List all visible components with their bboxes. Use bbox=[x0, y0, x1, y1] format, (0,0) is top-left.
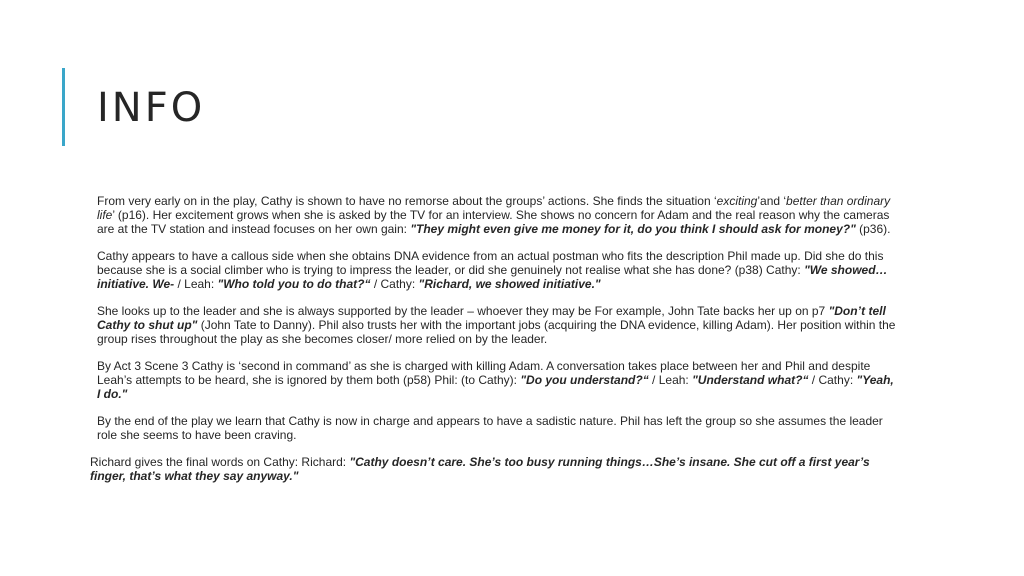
text-run: From very early on in the play, Cathy is shown to have no remorse about the groups’ actions. She finds the situation ‘ bbox=[97, 194, 717, 208]
text-run: / Cathy: bbox=[370, 277, 419, 291]
text-run: Cathy appears to have a callous side when she obtains DNA evidence from an actual postman who fits the description Phil made up. Did she do this because she is a social climber who is trying to impress the leader, or did she genuinely not realise what she has done? (p38) Cathy: bbox=[97, 249, 884, 277]
paragraph-5 bbox=[97, 414, 897, 442]
text-run: / Leah: bbox=[174, 277, 218, 291]
paragraph-1 bbox=[97, 194, 897, 236]
quote: "Cathy doesn’t care. She’s too busy running things…She’s insane. She cut off a first year’s finger, that’s what they say anyway." bbox=[90, 455, 870, 483]
slide-body bbox=[90, 194, 897, 496]
text-run: (p36). bbox=[855, 222, 891, 236]
quote: "They might even give me money for it, do you think I should ask for money?" bbox=[410, 222, 856, 236]
paragraph-3 bbox=[97, 304, 897, 346]
slide-title: INFO bbox=[97, 85, 206, 131]
quote: "Yeah, I do." bbox=[97, 373, 894, 401]
quote: "Who told you to do that?“ bbox=[217, 277, 371, 291]
paragraph-2 bbox=[97, 249, 897, 291]
text-run: By Act 3 Scene 3 Cathy is ‘second in command’ as she is charged with killing Adam. A conversation takes place between her and Phil and despite Leah’s attempts to be heard, she is ignored by them both (p58) Phil: (to Cathy): bbox=[97, 359, 871, 387]
text-run: (John Tate to Danny). Phil also trusts her with the important jobs (acquiring the DNA evidence, killing Adam). Her position within the group rises throughout the play as she becomes closer/ more relied on by the leader. bbox=[97, 318, 896, 346]
text-run: ’and ‘ bbox=[757, 194, 787, 208]
text-run: ’ (p16). Her excitement grows when she is asked by the TV for an interview. She shows no concern for Adam and the real reason why the cameras are at the TV station and instead focuses on her own gain: bbox=[97, 208, 890, 236]
text-run: By the end of the play we learn that Cathy is now in charge and appears to have a sadistic nature. Phil has left the group so she assumes the leader role she seems to have been craving. bbox=[97, 414, 883, 442]
text-run: / Leah: bbox=[648, 373, 693, 387]
quote: "Do you understand?“ bbox=[520, 373, 649, 387]
paragraph-6 bbox=[90, 455, 897, 483]
text-run: / Cathy: bbox=[808, 373, 857, 387]
quote: "Don’t tell Cathy to shut up" bbox=[97, 304, 886, 332]
quote-italic: exciting bbox=[716, 194, 758, 208]
quote: "We showed…initiative. We- bbox=[97, 263, 888, 291]
quote: "Understand what?“ bbox=[692, 373, 809, 387]
paragraph-4 bbox=[97, 359, 897, 401]
quote: "Richard, we showed initiative." bbox=[418, 277, 601, 291]
text-run: She looks up to the leader and she is always supported by the leader – whoever they may be For example, John Tate backs her up on p7 bbox=[97, 304, 829, 318]
text-run: Richard gives the final words on Cathy: Richard: bbox=[90, 455, 350, 469]
accent-bar bbox=[62, 68, 65, 146]
quote-italic: better than ordinary life bbox=[97, 194, 891, 222]
